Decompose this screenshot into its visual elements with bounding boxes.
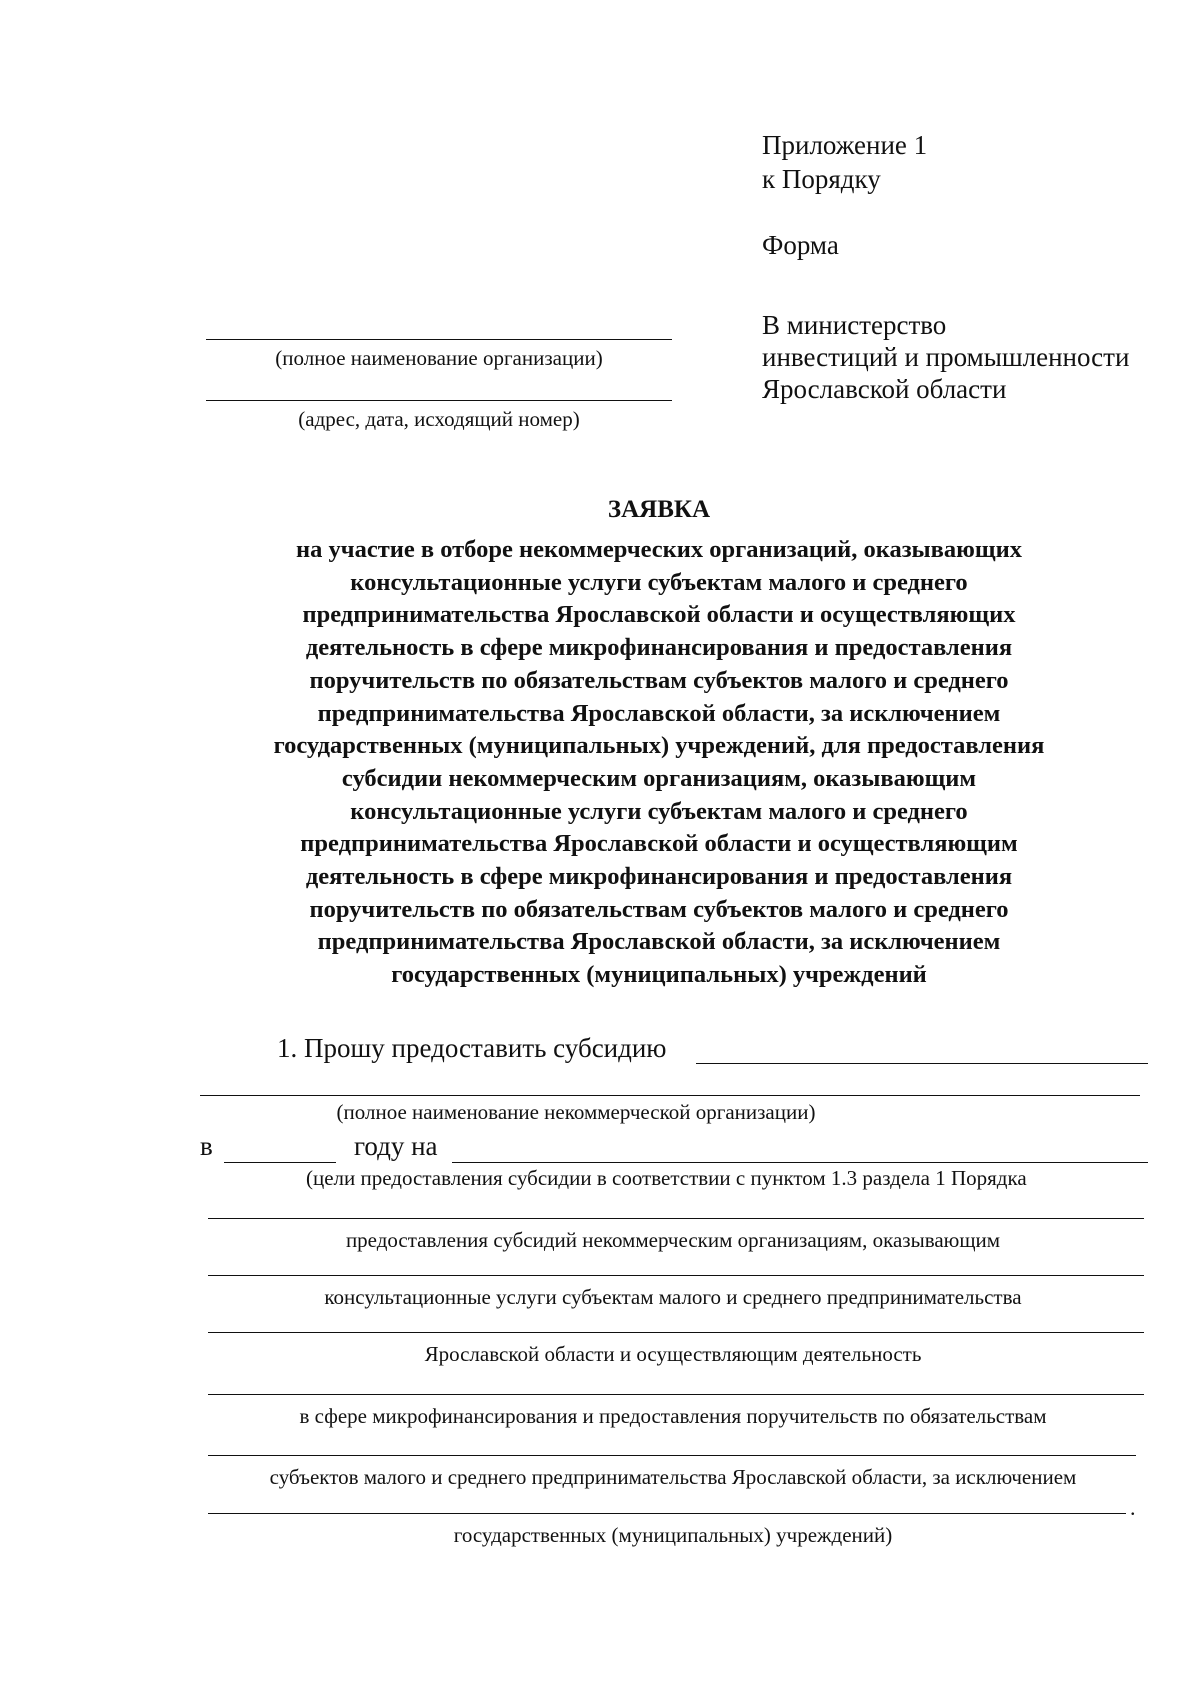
recipient-line-3: Ярославской области	[762, 374, 1007, 404]
goal-field-line-2[interactable]	[208, 1275, 1144, 1276]
goal-field-line-6[interactable]	[208, 1513, 1126, 1514]
subtitle-line: на участие в отборе некоммерческих организаций, оказывающих	[296, 536, 1022, 563]
subtitle-line: предпринимательства Ярославской области и осуществляющих	[302, 601, 1016, 629]
org-name-hint: (полное наименование организации)	[275, 346, 603, 370]
goal-field-line-1[interactable]	[208, 1218, 1144, 1219]
goal-hint: (цели предоставления субсидии в соответствии с пунктом 1.3 раздела 1 Порядка	[306, 1166, 1027, 1190]
document-subtitle	[200, 534, 1118, 992]
goal-text-line-1: предоставления субсидий некоммерческим организациям, оказывающим	[345, 1228, 1001, 1252]
goal-field[interactable]	[452, 1162, 1148, 1163]
year-prefix: в	[200, 1131, 213, 1161]
goal-text-line-3: Ярославской области и осуществляющим деятельность	[424, 1342, 922, 1366]
goal-text-line-5: субъектов малого и среднего предпринимательства Ярославской области, за исключением	[269, 1465, 1077, 1489]
appendix-header	[762, 128, 927, 196]
end-period: .	[1130, 1495, 1136, 1520]
org-name-field[interactable]	[206, 339, 672, 340]
goal-text-line-4: в сфере микрофинансирования и предоставления поручительств по обязательствам	[299, 1404, 1047, 1428]
goal-field-line-4[interactable]	[208, 1394, 1144, 1395]
subtitle-line: государственных (муниципальных) учреждений	[391, 961, 927, 989]
subtitle-line: деятельность в сфере микрофинансирования и предоставления	[305, 634, 1013, 662]
document-title: ЗАЯВКА	[607, 496, 711, 523]
goal-text-line-6: государственных (муниципальных) учреждений)	[453, 1523, 893, 1547]
goal-field-line-3[interactable]	[208, 1332, 1144, 1333]
address-date-number-field[interactable]	[206, 400, 672, 401]
recipient-line-2: инвестиций и промышленности	[762, 342, 1130, 372]
noncommercial-org-hint: (полное наименование некоммерческой организации)	[336, 1100, 816, 1124]
subtitle-line: предпринимательства Ярославской области, за исключением	[317, 928, 1001, 956]
subtitle-line: деятельность в сфере микрофинансирования и предоставления	[305, 863, 1013, 891]
appendix-line-2: к Порядку	[762, 164, 881, 194]
subtitle-line: субсидии некоммерческим организациям, оказывающим	[341, 764, 977, 792]
subtitle-line: консультационные услуги субъектам малого и среднего	[350, 568, 968, 596]
year-suffix: году на	[354, 1131, 438, 1161]
year-field[interactable]	[224, 1162, 336, 1163]
item-1-label: 1. Прошу предоставить субсидию	[277, 1033, 667, 1063]
goal-text-line-2: консультационные услуги субъектам малого и среднего предпринимательства	[324, 1285, 1022, 1309]
subtitle-line: поручительств по обязательствам субъектов малого и среднего	[309, 666, 1009, 694]
recipient-line-1: В министерство	[762, 310, 947, 340]
goal-field-line-5[interactable]	[208, 1455, 1136, 1456]
address-hint: (адрес, дата, исходящий номер)	[298, 407, 580, 431]
appendix-line-1: Приложение 1	[762, 130, 928, 160]
form-label: Форма	[762, 230, 839, 260]
subtitle-line: предпринимательства Ярославской области и осуществляющим	[300, 830, 1018, 858]
recipient-block	[762, 309, 1129, 405]
subtitle-line: поручительств по обязательствам субъектов малого и среднего	[309, 895, 1009, 923]
subtitle-line: государственных (муниципальных) учреждений, для предоставления	[273, 732, 1045, 760]
subtitle-line: предпринимательства Ярославской области, за исключением	[317, 699, 1001, 727]
subtitle-line: консультационные услуги субъектам малого и среднего	[350, 797, 968, 825]
noncommercial-org-name-field[interactable]	[200, 1095, 1140, 1096]
subsidy-field-part1[interactable]	[696, 1063, 1148, 1064]
